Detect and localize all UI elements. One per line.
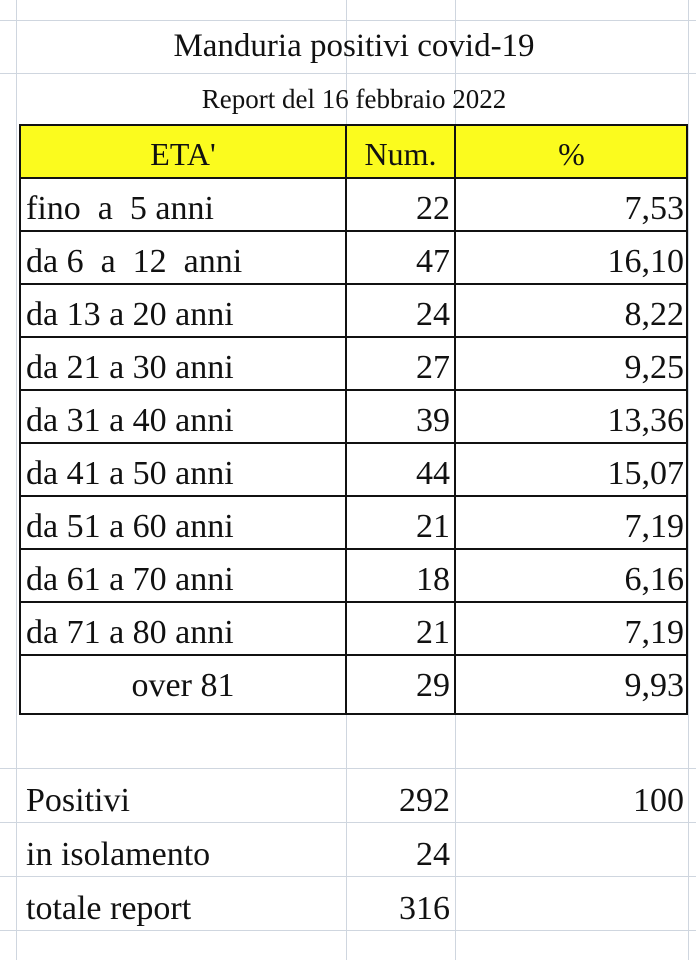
age-range-cell: da 6 a 12 anni <box>26 243 243 280</box>
age-range-cell: da 13 a 20 anni <box>26 296 234 333</box>
count-cell: 21 <box>416 508 450 545</box>
percent-cell: 6,16 <box>624 561 684 598</box>
age-range-cell: da 51 a 60 anni <box>26 508 234 545</box>
summary-value-positivi: 292 <box>399 782 450 819</box>
count-cell: 18 <box>416 561 450 598</box>
count-cell: 29 <box>416 667 450 704</box>
age-range-cell: da 71 a 80 anni <box>26 614 234 651</box>
percent-cell: 8,22 <box>624 296 684 333</box>
summary-value-totale: 316 <box>399 890 450 927</box>
header-pct: % <box>558 136 585 172</box>
age-range-cell: da 41 a 50 anni <box>26 455 234 492</box>
summary-label-positivi: Positivi <box>26 782 130 819</box>
age-range-cell: da 21 a 30 anni <box>26 349 234 386</box>
percent-cell: 7,19 <box>624 508 684 545</box>
grid-row-line <box>0 768 696 769</box>
summary-value-isolamento: 24 <box>416 836 450 873</box>
count-cell: 22 <box>416 190 450 227</box>
percent-cell: 9,25 <box>624 349 684 386</box>
percent-cell: 9,93 <box>624 667 684 704</box>
count-cell: 44 <box>416 455 450 492</box>
count-cell: 47 <box>416 243 450 280</box>
grid-row-line <box>0 20 696 21</box>
header-num: Num. <box>364 136 437 172</box>
age-range-cell: da 31 a 40 anni <box>26 402 234 439</box>
summary-percent-positivi: 100 <box>633 782 684 819</box>
age-range-cell: da 61 a 70 anni <box>26 561 234 598</box>
page-title: Manduria positivi covid-19 <box>173 28 535 64</box>
percent-cell: 13,36 <box>607 402 684 439</box>
age-range-cell: over 81 <box>131 667 235 704</box>
percent-cell: 7,53 <box>624 190 684 227</box>
percent-cell: 7,19 <box>624 614 684 651</box>
grid-column-line <box>688 0 689 960</box>
count-cell: 27 <box>416 349 450 386</box>
count-cell: 39 <box>416 402 450 439</box>
percent-cell: 16,10 <box>607 243 684 280</box>
summary-label-isolamento: in isolamento <box>26 836 211 873</box>
header-eta: ETA' <box>150 136 216 172</box>
age-range-cell: fino a 5 anni <box>26 190 214 227</box>
summary-label-totale: totale report <box>26 890 192 927</box>
count-cell: 21 <box>416 614 450 651</box>
grid-column-line <box>16 0 17 960</box>
count-cell: 24 <box>416 296 450 333</box>
report-date: Report del 16 febbraio 2022 <box>201 84 507 114</box>
percent-cell: 15,07 <box>607 455 684 492</box>
